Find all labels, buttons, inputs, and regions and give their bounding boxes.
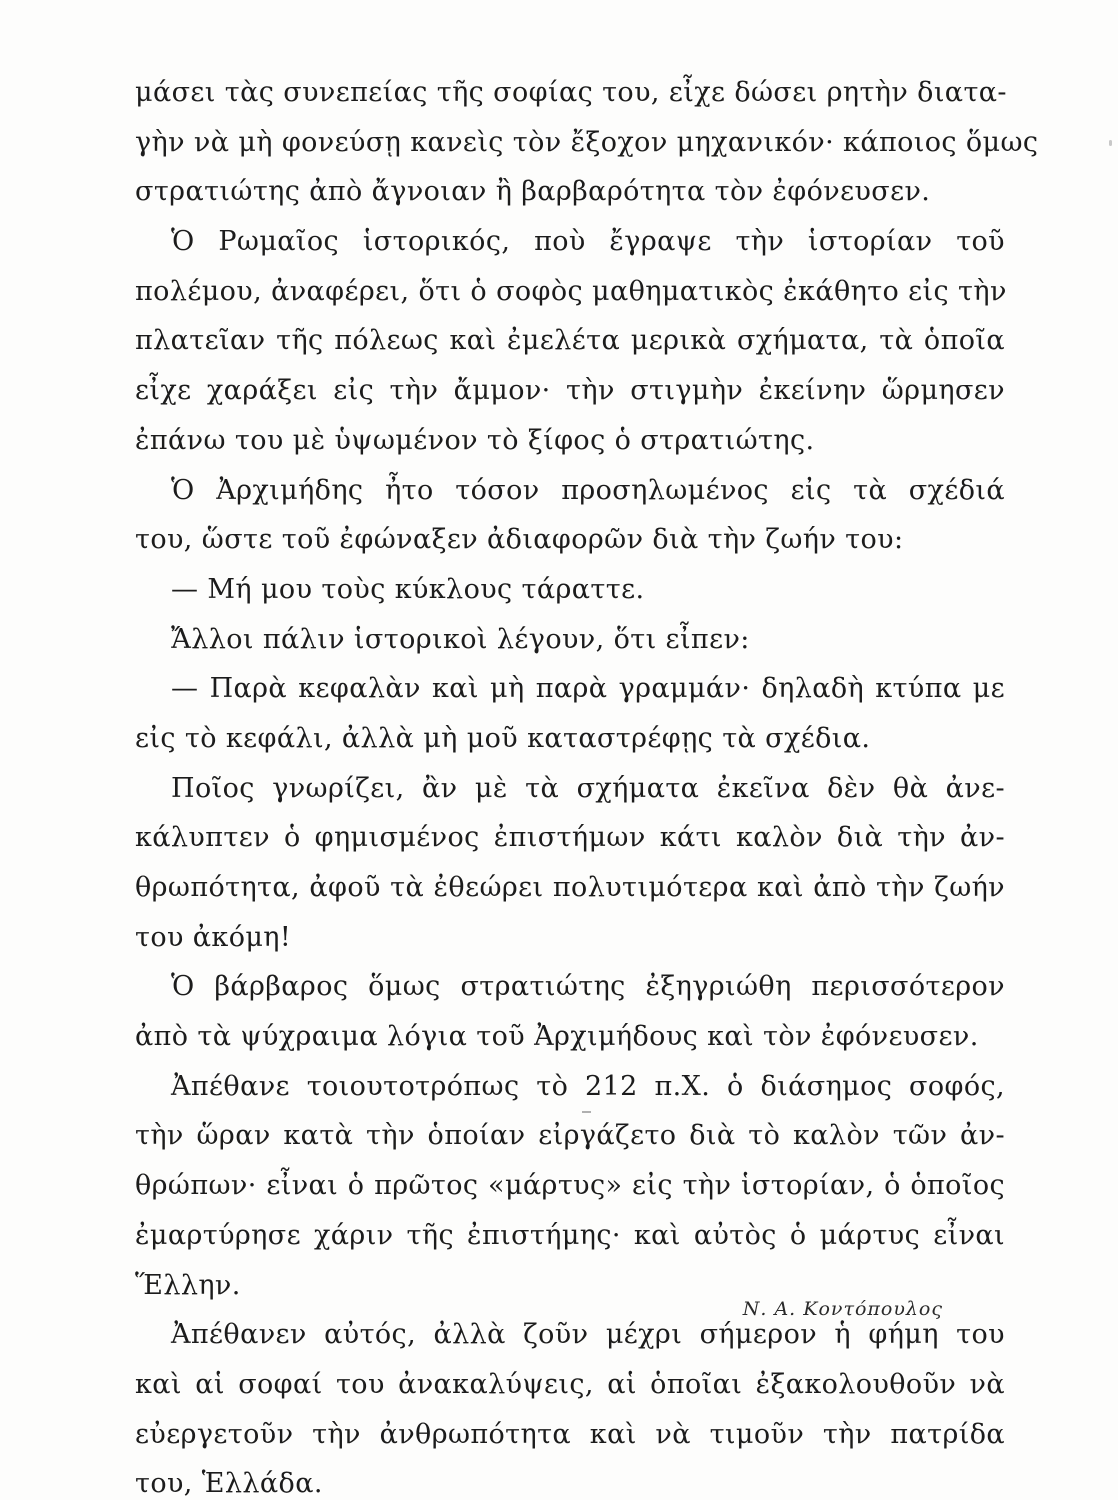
text-line: ἀπὸ τὰ ψύχραιμα λόγια τοῦ Ἀρχιμήδους καὶ τὸν ἐφόνευσεν. [135, 1021, 979, 1053]
paragraph-first-line: Ἀπέθανε τοιουτοτρόπως τὸ 212 π.Χ. ὁ διάσημος σοφός, [171, 1070, 1005, 1102]
text-line: του, Ἑλλάδα. [135, 1468, 323, 1500]
text-line: καὶ αἱ σοφαί του ἀνακαλύψεις, αἱ ὁποῖαι ἐξακολουθοῦν νὰ [135, 1368, 1005, 1400]
text-line: ἐπάνω του μὲ ὑψωμένον τὸ ξίφος ὁ στρατιώτης. [135, 424, 815, 456]
text-line: μάσει τὰς συνεπείας τῆς σοφίας του, εἶχε δώσει ρητὴν διατα- [135, 77, 1007, 108]
text-line: του ἀκόμη! [135, 921, 292, 953]
text-line: γὴν νὰ μὴ φονεύσῃ κανεὶς τὸν ἔξοχον μηχανικόν· κάποιος ὅμως [135, 126, 1039, 158]
page-edge-speck [1109, 140, 1112, 146]
text-line: Ἕλλην. [135, 1269, 241, 1301]
text-line: στρατιώτης ἀπὸ ἄγνοιαν ἢ βαρβαρότητα τὸν ἐφόνευσεν. [135, 176, 931, 208]
dialogue-line: — Μή μου τοὺς κύκλους τάραττε. [171, 573, 645, 605]
paragraph-first-line: Ἀπέθανεν αὐτός, ἀλλὰ ζοῦν μέχρι σήμερον ἡ φήμη του [171, 1319, 1005, 1351]
text-line: κάλυπτεν ὁ φημισμένος ἐπιστήμων κάτι καλὸν διὰ τὴν ἀν- [135, 822, 1005, 854]
text-line: θρώπων· εἶναι ὁ πρῶτος «μάρτυς» εἰς τὴν ἱστορίαν, ὁ ὁποῖος [135, 1170, 1005, 1202]
paragraph-first-line: Ὁ βάρβαρος ὅμως στρατιώτης ἐξηγριώθη περισσότερον [171, 971, 1005, 1003]
text-line: εἰς τὸ κεφάλι, ἀλλὰ μὴ μοῦ καταστρέφῃς τὰ σχέδια. [135, 722, 871, 754]
text-line: πλατεῖαν τῆς πόλεως καὶ ἐμελέτα μερικὰ σχήματα, τὰ ὁποῖα [135, 325, 1005, 357]
text-line: εἶχε χαράξει εἰς τὴν ἄμμον· τὴν στιγμὴν ἐκείνην ὥρμησεν [135, 375, 1005, 407]
author-signature: Ν. Α. Κοντόπουλος [742, 1298, 943, 1320]
paragraph-first-line: Ποῖος γνωρίζει, ἂν μὲ τὰ σχήματα ἐκεῖνα δὲν θὰ ἀνε- [171, 772, 1005, 804]
text-line: θρωπότητα, ἀφοῦ τὰ ἐθεώρει πολυτιμότερα καὶ ἀπὸ τὴν ζωήν [135, 872, 1005, 903]
body-text [135, 68, 1039, 1509]
text-line: του, ὥστε τοῦ ἐφώναξεν ἀδιαφορῶν διὰ τὴν ζωήν του: [135, 524, 904, 556]
text-line: πολέμου, ἀναφέρει, ὅτι ὁ σοφὸς μαθηματικὸς ἐκάθητο εἰς τὴν [135, 275, 1007, 307]
paragraph-first-line: Ἄλλοι πάλιν ἱστορικοὶ λέγουν, ὅτι εἶπεν: [171, 623, 750, 655]
text-line: εὐεργετοῦν τὴν ἀνθρωπότητα καὶ νὰ τιμοῦν τὴν πατρίδα [135, 1418, 1005, 1450]
paragraph-first-line: Ὁ Ἀρχιμήδης ἦτο τόσον προσηλωμένος εἰς τὰ σχέδιά [171, 474, 1005, 506]
dialogue-line: — Παρὰ κεφαλὰν καὶ μὴ παρὰ γραμμάν· δηλαδὴ κτύπα με [171, 673, 1005, 705]
text-line: ἐμαρτύρησε χάριν τῆς ἐπιστήμης· καὶ αὐτὸς ὁ μάρτυς εἶναι [135, 1219, 1005, 1251]
text-line: τὴν ὥραν κατὰ τὴν ὁποίαν εἰργάζετο διὰ τὸ καλὸν τῶν ἀν- [135, 1120, 1005, 1152]
paragraph-first-line: Ὁ Ρωμαῖος ἱστορικός, ποὺ ἔγραψε τὴν ἱστορίαν τοῦ [171, 226, 1005, 258]
